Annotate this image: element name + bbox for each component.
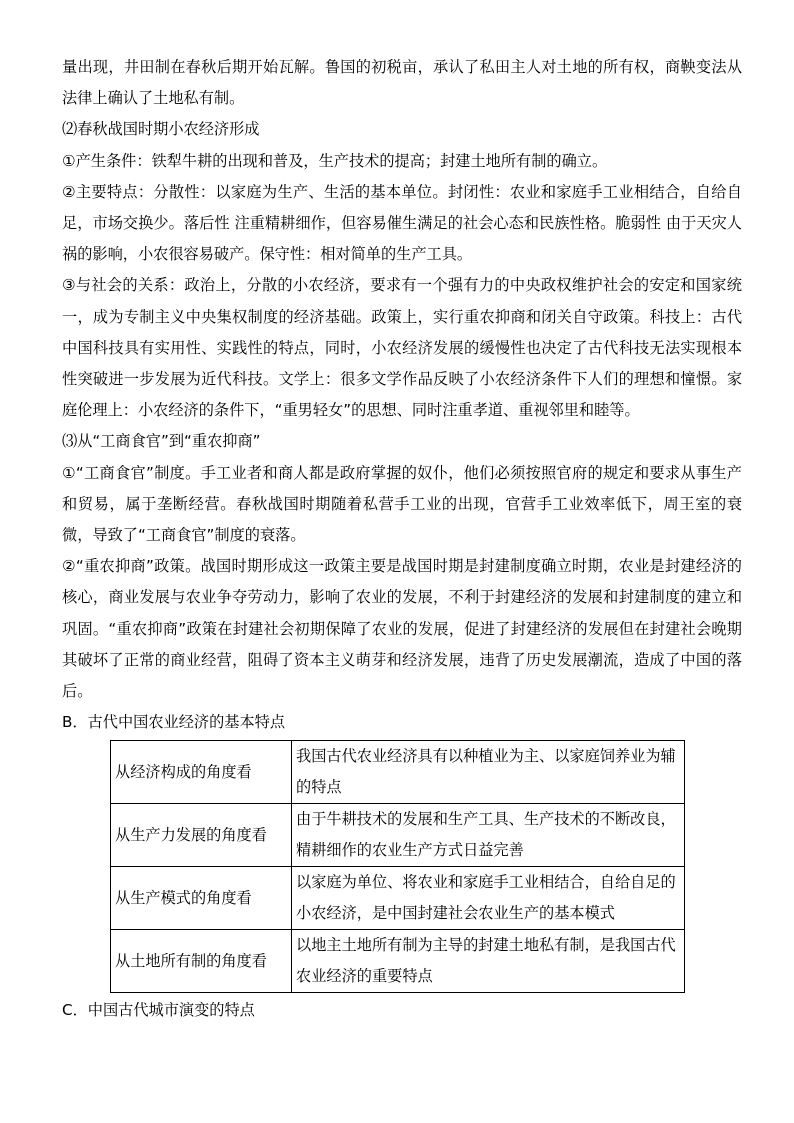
- section-c-title: C．中国古代城市演变的特点: [62, 1001, 255, 1020]
- heading-small-peasant-economy: ⑵春秋战国时期小农经济形成: [62, 120, 260, 139]
- paragraph-social-relations: ③与社会的关系：政治上，分散的小农经济，要求有一个强有力的中央政权维护社会的安定和国家统一，成为专制主义中央集权制度的经济基础。政策上，实行重农抑商和闭关自守政策。科技上：古代中国科技具有实用性、实践性的特点，同时，小农经济发展的缓慢性也决定了古代科技无法实现根本性突破进一步发展为近代科技。文学上：很多文学作品反映了小农经济条件下人们的理想和憧憬。家庭伦理上：小农经济的条件下，“重男轻女”的思想、同时注重孝道、重视邻里和睦等。: [62, 276, 742, 420]
- paragraph-zhongnong-yishang: ②“重农抑商”政策。战国时期形成这一政策主要是战国时期是封建制度确立时期，农业是封建经济的核心，商业发展与农业争夺劳动力，影响了农业的发展，不利于封建经济的发展和封建制度的建立和巩固。“重农抑商”政策在封建社会初期保障了农业的发展，促进了封建经济的发展但在封建社会晚期其破坏了正常的商业经营，阻碍了资本主义萌芽和经济发展，违背了历史发展潮流，造成了中国的落后。: [62, 557, 742, 701]
- table-row: [111, 930, 685, 993]
- table-cell-description: 由于牛耕技术的发展和生产工具、生产技术的不断改良，精耕细作的农业生产方式日益完善: [292, 804, 685, 867]
- document-page: [62, 52, 742, 1027]
- table-row: [111, 867, 685, 930]
- table-cell-aspect: 从经济构成的角度看: [111, 741, 292, 804]
- section-b-title: B．古代中国农业经济的基本特点: [62, 713, 286, 732]
- paragraph-conditions: ①产生条件：铁犁牛耕的出现和普及，生产技术的提高；封建土地所有制的确立。: [62, 151, 608, 170]
- table-cell-aspect: 从土地所有制的角度看: [111, 930, 292, 993]
- table-cell-aspect: 从生产力发展的角度看: [111, 804, 292, 867]
- table-row: [111, 741, 685, 804]
- paragraph-main-features: ②主要特点：分散性：以家庭为生产、生活的基本单位。封闭性：农业和家庭手工业相结合，自给自足，市场交换少。落后性 注重精耕细作，但容易催生满足的社会心态和民族性格。脆弱性 由于天灾人祸的影响，小农很容易破产。保守性：相对简单的生产工具。: [62, 182, 742, 264]
- heading-commerce-policy: ⑶从“工商食官”到“重农抑商”: [62, 432, 261, 451]
- table-cell-aspect: 从生产模式的角度看: [111, 867, 292, 930]
- agriculture-features-table: [110, 740, 685, 993]
- table-cell-description: 我国古代农业经济具有以种植业为主、以家庭饲养业为辅的特点: [292, 741, 685, 804]
- table-cell-description: 以家庭为单位、将农业和家庭手工业相结合，自给自足的小农经济，是中国封建社会农业生产的基本模式: [292, 867, 685, 930]
- table-cell-description: 以地主土地所有制为主导的封建土地私有制，是我国古代农业经济的重要特点: [292, 930, 685, 993]
- table-row: [111, 804, 685, 867]
- paragraph-gongshang-shiguan: ①“工商食官”制度。手工业者和商人都是政府掌握的奴仆，他们必须按照官府的规定和要求从事生产和贸易，属于垄断经营。春秋战国时期随着私营手工业的出现，官营手工业效率低下，周王室的衰微，导致了“工商食官”制度的衰落。: [62, 463, 742, 545]
- paragraph-land-ownership: 量出现，井田制在春秋后期开始瓦解。鲁国的初税亩，承认了私田主人对土地的所有权，商鞅变法从法律上确认了土地私有制。: [62, 58, 742, 108]
